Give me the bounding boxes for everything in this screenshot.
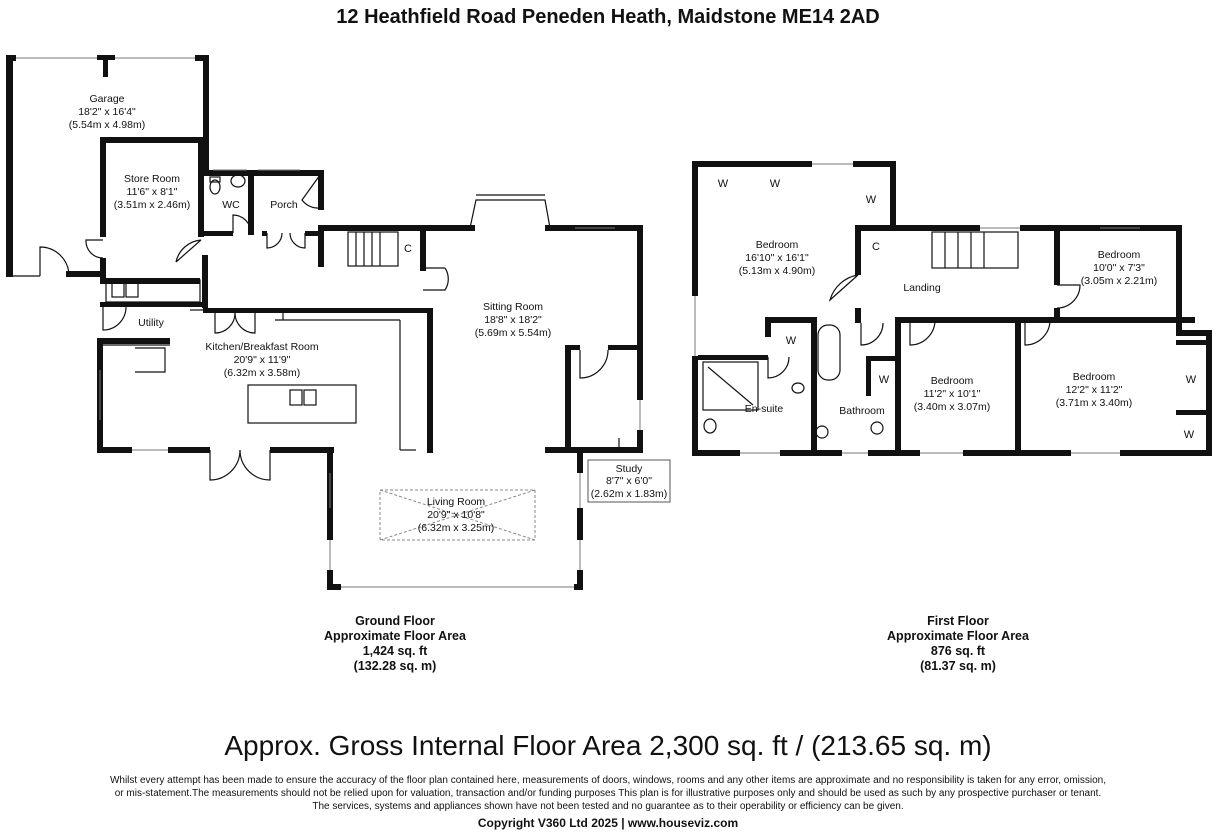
bathroom-label: Bathroom (839, 405, 885, 417)
gross-floor-area: Approx. Gross Internal Floor Area 2,300 sq. ft / (213.65 sq. m) (224, 730, 992, 761)
first-cupboard-label: C (872, 241, 880, 253)
store-imperial: 11'6" x 8'1" (126, 186, 178, 198)
first-floor-sqft: 876 sq. ft (930, 644, 986, 658)
disclaimer-line-1: Whilst every attempt has been made to ensure the accuracy of the floor plan contained here, measurements of doors, windows, rooms and any other items are approximate and no responsibility is taken for any error, omission, (109, 775, 1107, 786)
bed4-metric: (3.71m x 3.40m) (1055, 397, 1133, 409)
study-imperial: 8'7" x 6'0" (606, 475, 652, 487)
room-bedroom-4 (1056, 371, 1132, 409)
store-name: Store Room (123, 173, 181, 185)
room-bedroom-1 (739, 239, 815, 277)
garage-name: Garage (89, 93, 125, 105)
wardrobe-label-1: W (717, 178, 729, 190)
wardrobe-label-3: W (865, 194, 877, 206)
first-floor-label: First Floor (927, 614, 989, 628)
first-floor-area (848, 614, 1068, 674)
wardrobe-label-7: W (1183, 429, 1195, 441)
kitchen-metric: (6.32m x 3.58m) (223, 367, 301, 379)
ground-floor-area (285, 614, 505, 674)
sitting-imperial: 18'8" x 18'2" (484, 314, 542, 326)
wardrobe-label-5: W (878, 374, 890, 386)
copyright: Copyright V360 Ltd 2025 | www.houseviz.com (477, 816, 739, 830)
ground-floor-sqft: 1,424 sq. ft (362, 644, 428, 658)
wc-label: WC (222, 199, 240, 211)
room-living (418, 496, 494, 534)
page-title: 12 Heathfield Road Peneden Heath, Maidstone ME14 2AD (336, 6, 880, 28)
bed2-name: Bedroom (1097, 249, 1141, 261)
garage-imperial: 18'2" x 16'4" (78, 106, 136, 118)
bed3-imperial: 11'2" x 10'1" (923, 388, 981, 400)
wardrobe-label-6: W (1185, 374, 1197, 386)
bed2-imperial: 10'0" x 7'3" (1093, 262, 1145, 274)
first-floor-sqm: (81.37 sq. m) (920, 659, 996, 673)
first-floor-area-label: Approximate Floor Area (887, 629, 1029, 643)
ensuite-label: En-suite (744, 403, 784, 415)
bed3-name: Bedroom (930, 375, 974, 387)
bed4-imperial: 12'2" x 11'2" (1065, 384, 1123, 396)
kitchen-imperial: 20'9" x 11'9" (233, 354, 291, 366)
study-name: Study (615, 463, 643, 475)
room-bedroom-3 (914, 375, 990, 413)
sitting-metric: (5.69m x 5.54m) (474, 327, 552, 339)
living-imperial: 20'9" x 10'8" (427, 509, 485, 521)
bed1-name: Bedroom (755, 239, 799, 251)
room-bedroom-2 (1081, 249, 1157, 287)
utility-label: Utility (138, 317, 164, 329)
wardrobe-label-2: W (769, 178, 781, 190)
disclaimer-line-3: The services, systems and appliances shown have not been tested and no guarantee as to their operability or efficiency can be given. (312, 801, 904, 812)
disclaimer-line-2: or mis-statement.The measurements should not be relied upon for valuation, transaction and/or funding purposes This plan is for illustrative purposes only and should be used as such by any prospective purchaser or tenant. (114, 788, 1102, 799)
room-sitting (475, 301, 551, 339)
store-metric: (3.51m x 2.46m) (113, 199, 191, 211)
kitchen-name: Kitchen/Breakfast Room (205, 341, 319, 353)
ground-floor-sqm: (132.28 sq. m) (353, 659, 437, 673)
bed1-metric: (5.13m x 4.90m) (738, 265, 816, 277)
ground-cupboard-label: C (404, 243, 412, 255)
ground-floor-plan (6, 55, 670, 590)
study-metric: (2.62m x 1.83m) (590, 488, 668, 500)
ground-floor-area-label: Approximate Floor Area (324, 629, 466, 643)
bed2-metric: (3.05m x 2.21m) (1080, 275, 1158, 287)
room-store (114, 173, 190, 211)
wardrobe-label-4: W (785, 335, 797, 347)
bed3-metric: (3.40m x 3.07m) (913, 401, 991, 413)
bed1-imperial: 16'10" x 16'1" (745, 252, 809, 264)
porch-label: Porch (270, 199, 298, 211)
ground-floor-label: Ground Floor (355, 614, 435, 628)
living-metric: (6.32m x 3.25m) (417, 522, 495, 534)
living-name: Living Room (426, 496, 486, 508)
disclaimer (40, 774, 1176, 813)
room-kitchen (205, 341, 318, 379)
landing-label: Landing (903, 282, 941, 294)
bed4-name: Bedroom (1072, 371, 1116, 383)
sitting-name: Sitting Room (482, 301, 544, 313)
room-garage (69, 93, 145, 131)
garage-metric: (5.54m x 4.98m) (68, 119, 146, 131)
